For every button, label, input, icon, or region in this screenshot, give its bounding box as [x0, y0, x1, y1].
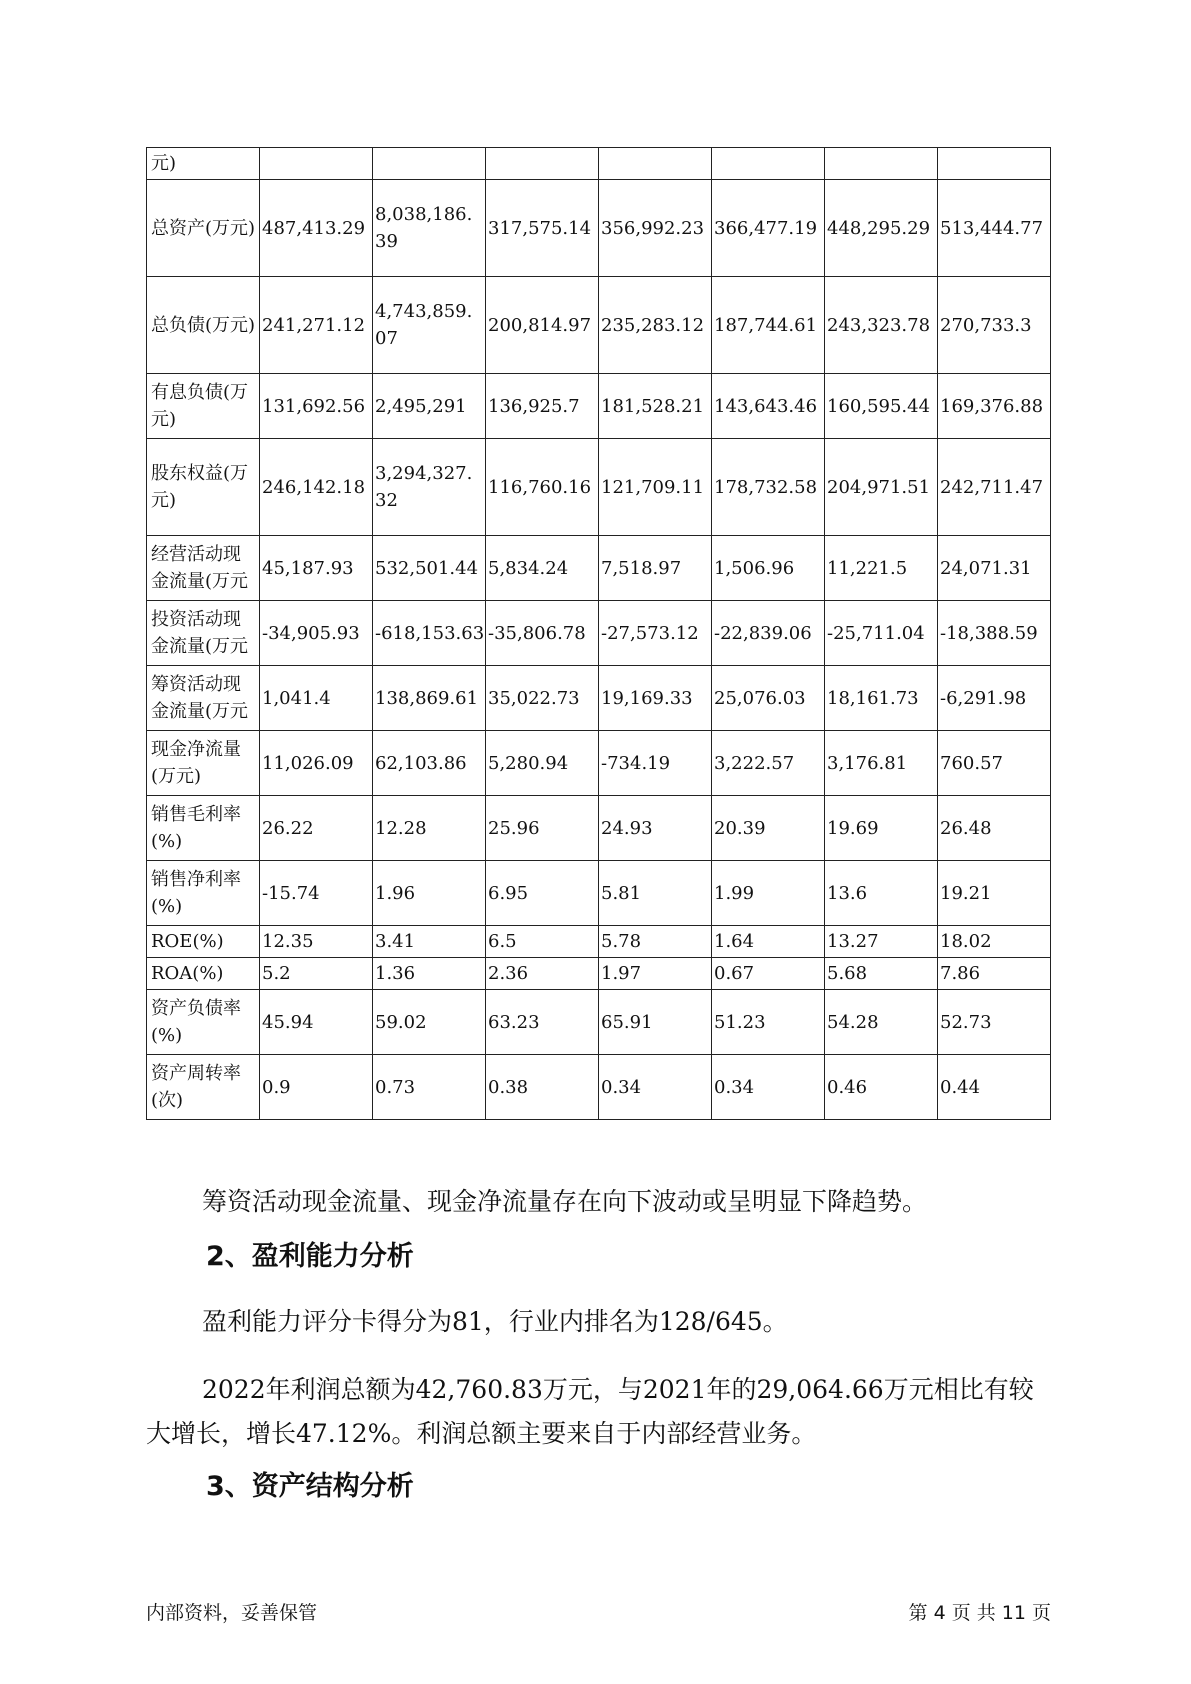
table-cell: 4,743,859.07 [373, 277, 486, 374]
table-cell [599, 148, 712, 180]
table-cell: 1,506.96 [712, 536, 825, 601]
table-cell: 26.22 [260, 796, 373, 861]
table-cell: 1.99 [712, 861, 825, 926]
table-cell: 45,187.93 [260, 536, 373, 601]
table-cell: 487,413.29 [260, 180, 373, 277]
cashflow-paragraph: 筹资活动现金流量、现金净流量存在向下波动或呈明显下降趋势。 [202, 1187, 928, 1216]
table-cell: 0.34 [599, 1055, 712, 1120]
table-cell: 3,176.81 [825, 731, 938, 796]
table-cell: 8,038,186.39 [373, 180, 486, 277]
table-cell: -25,711.04 [825, 601, 938, 666]
row-label: 元) [147, 148, 260, 180]
table-cell: 5.78 [599, 926, 712, 958]
table-cell: 59.02 [373, 990, 486, 1055]
table-cell [373, 148, 486, 180]
table-cell: 241,271.12 [260, 277, 373, 374]
table-cell: 121,709.11 [599, 439, 712, 536]
table-row [147, 666, 1051, 731]
table-cell: 11,026.09 [260, 731, 373, 796]
table-cell: -34,905.93 [260, 601, 373, 666]
table-cell: 65.91 [599, 990, 712, 1055]
table-cell: 270,733.3 [938, 277, 1051, 374]
table-cell: -15.74 [260, 861, 373, 926]
table-row [147, 731, 1051, 796]
table-cell: 138,869.61 [373, 666, 486, 731]
table-cell: 24,071.31 [938, 536, 1051, 601]
table-cell: 160,595.44 [825, 374, 938, 439]
row-label: 资产周转率(次) [147, 1055, 260, 1120]
table-cell: 242,711.47 [938, 439, 1051, 536]
table-cell: 169,376.88 [938, 374, 1051, 439]
row-label: 投资活动现金流量(万元 [147, 601, 260, 666]
table-cell: 448,295.29 [825, 180, 938, 277]
table-cell: 1.97 [599, 958, 712, 990]
row-label: 有息负债(万元) [147, 374, 260, 439]
table-cell: -618,153.63 [373, 601, 486, 666]
row-label: 经营活动现金流量(万元 [147, 536, 260, 601]
table-row [147, 439, 1051, 536]
table-cell: 6.95 [486, 861, 599, 926]
table-row [147, 861, 1051, 926]
table-cell: 3.41 [373, 926, 486, 958]
table-cell: 25.96 [486, 796, 599, 861]
table-cell: 0.9 [260, 1055, 373, 1120]
table-cell: 7,518.97 [599, 536, 712, 601]
table-cell [260, 148, 373, 180]
table-cell: 143,643.46 [712, 374, 825, 439]
table-cell: 6.5 [486, 926, 599, 958]
table-cell: 243,323.78 [825, 277, 938, 374]
table-cell: 2,495,291 [373, 374, 486, 439]
table-cell: 7.86 [938, 958, 1051, 990]
table-cell: 532,501.44 [373, 536, 486, 601]
table-cell: -734.19 [599, 731, 712, 796]
table-cell: -35,806.78 [486, 601, 599, 666]
table-row [147, 148, 1051, 180]
row-label: 销售净利率(%) [147, 861, 260, 926]
row-label: 总负债(万元) [147, 277, 260, 374]
table-cell: 2.36 [486, 958, 599, 990]
table-cell: 356,992.23 [599, 180, 712, 277]
table-row [147, 926, 1051, 958]
table-cell: -27,573.12 [599, 601, 712, 666]
table-cell: 513,444.77 [938, 180, 1051, 277]
table-cell: 0.46 [825, 1055, 938, 1120]
table-cell: 20.39 [712, 796, 825, 861]
table-cell: 200,814.97 [486, 277, 599, 374]
table-cell: 1.96 [373, 861, 486, 926]
table-cell: 1.64 [712, 926, 825, 958]
table-cell: 136,925.7 [486, 374, 599, 439]
footer-confidential-note: 内部资料，妥善保管 [146, 1602, 318, 1624]
table-cell: 116,760.16 [486, 439, 599, 536]
table-cell: 35,022.73 [486, 666, 599, 731]
profit-paragraph: 2022年利润总额为42,760.83万元，与2021年的29,064.66万元相比有较大增长，增长47.12%。利润总额主要来自于内部经营业务。 [146, 1375, 1034, 1448]
table-cell: 13.6 [825, 861, 938, 926]
table-cell: 24.93 [599, 796, 712, 861]
table-cell: 366,477.19 [712, 180, 825, 277]
table-cell: -6,291.98 [938, 666, 1051, 731]
row-label: ROA(%) [147, 958, 260, 990]
table-cell: 131,692.56 [260, 374, 373, 439]
row-label: ROE(%) [147, 926, 260, 958]
row-label: 总资产(万元) [147, 180, 260, 277]
table-cell: 0.73 [373, 1055, 486, 1120]
table-row [147, 1055, 1051, 1120]
table-row [147, 958, 1051, 990]
table-cell: 5,834.24 [486, 536, 599, 601]
score-paragraph: 盈利能力评分卡得分为81，行业内排名为128/645。 [202, 1307, 788, 1336]
row-label: 资产负债率(%) [147, 990, 260, 1055]
table-cell: 187,744.61 [712, 277, 825, 374]
row-label: 销售毛利率(%) [147, 796, 260, 861]
table-cell: 5.2 [260, 958, 373, 990]
table-cell: 54.28 [825, 990, 938, 1055]
table-cell: 51.23 [712, 990, 825, 1055]
table-cell: 0.67 [712, 958, 825, 990]
table-cell: 12.28 [373, 796, 486, 861]
table-cell [486, 148, 599, 180]
table-row [147, 277, 1051, 374]
table-cell: -18,388.59 [938, 601, 1051, 666]
table-cell: 5,280.94 [486, 731, 599, 796]
table-cell: 11,221.5 [825, 536, 938, 601]
table-cell: 3,294,327.32 [373, 439, 486, 536]
table-cell: 62,103.86 [373, 731, 486, 796]
table-cell: 18.02 [938, 926, 1051, 958]
table-cell: 19,169.33 [599, 666, 712, 731]
table-cell [825, 148, 938, 180]
table-cell: 1.36 [373, 958, 486, 990]
table-cell: 18,161.73 [825, 666, 938, 731]
table-cell: 1,041.4 [260, 666, 373, 731]
table-cell: 0.44 [938, 1055, 1051, 1120]
table-cell: 0.38 [486, 1055, 599, 1120]
table-cell: 25,076.03 [712, 666, 825, 731]
table-cell: 63.23 [486, 990, 599, 1055]
table-cell: 760.57 [938, 731, 1051, 796]
table-cell [712, 148, 825, 180]
table-cell: 235,283.12 [599, 277, 712, 374]
table-cell: 13.27 [825, 926, 938, 958]
table-cell: 19.21 [938, 861, 1051, 926]
table-cell: 246,142.18 [260, 439, 373, 536]
table-row [147, 796, 1051, 861]
footer-page-number: 第 4 页 共 11 页 [908, 1602, 1051, 1624]
table-cell: 204,971.51 [825, 439, 938, 536]
table-cell: 5.68 [825, 958, 938, 990]
table-cell: 181,528.21 [599, 374, 712, 439]
table-row [147, 601, 1051, 666]
table-cell: 52.73 [938, 990, 1051, 1055]
table-cell [938, 148, 1051, 180]
table-cell: 0.34 [712, 1055, 825, 1120]
table-row [147, 374, 1051, 439]
table-cell: 19.69 [825, 796, 938, 861]
table-row [147, 536, 1051, 601]
row-label: 筹资活动现金流量(万元 [147, 666, 260, 731]
table-cell: 26.48 [938, 796, 1051, 861]
table-cell: 12.35 [260, 926, 373, 958]
section-heading-asset-structure: 3、资产结构分析 [206, 1471, 414, 1502]
section-heading-profitability: 2、盈利能力分析 [206, 1241, 414, 1272]
table-cell: 317,575.14 [486, 180, 599, 277]
table-cell: 3,222.57 [712, 731, 825, 796]
table-cell: 5.81 [599, 861, 712, 926]
table-row [147, 180, 1051, 277]
row-label: 现金净流量(万元) [147, 731, 260, 796]
financial-table [146, 147, 1051, 1120]
row-label: 股东权益(万元) [147, 439, 260, 536]
table-row [147, 990, 1051, 1055]
table-cell: 178,732.58 [712, 439, 825, 536]
table-cell: -22,839.06 [712, 601, 825, 666]
table-cell: 45.94 [260, 990, 373, 1055]
